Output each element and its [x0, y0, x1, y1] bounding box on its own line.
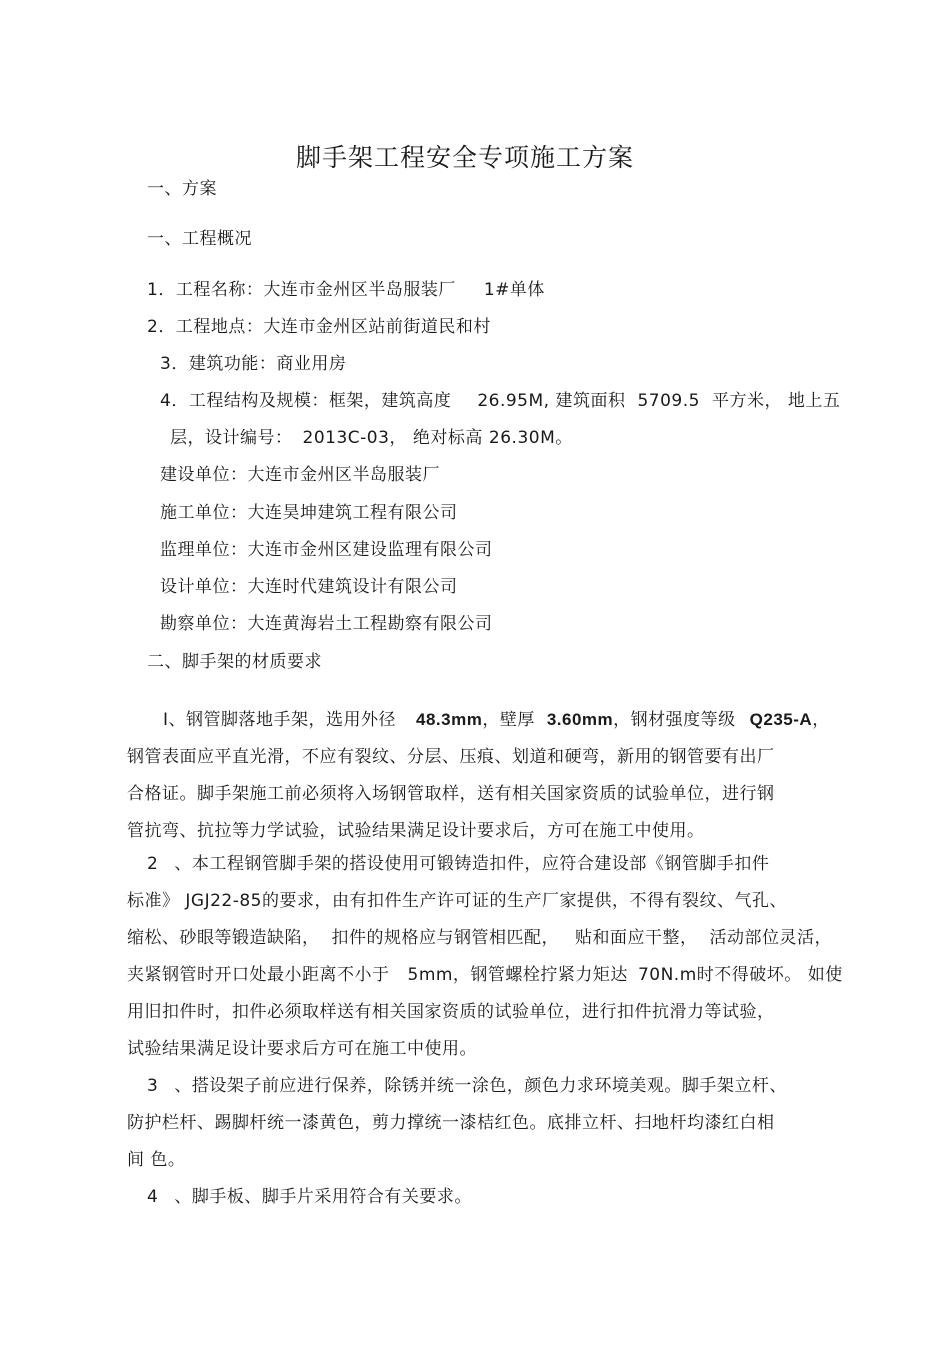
overview-line-3: 3．建筑功能：商业用房: [160, 354, 347, 374]
p3-text: 、搭设架子前应进行保养，除锈并统一涂色，颜色力求环境美观。脚手架立杆、: [174, 1076, 787, 1096]
materials-p2-line-2: 标准》 JGJ22-85的要求，由有扣件生产许可证的生产厂家提供，不得有裂纹、气孔、: [127, 891, 788, 911]
org-builder: 施工单位：大连昊坤建筑工程有限公司: [160, 503, 458, 523]
item-number: 4: [147, 1187, 159, 1207]
building-area: 5709.5: [637, 391, 700, 411]
p2-text: 贴和面应干整，: [575, 928, 698, 948]
wall-thickness: 3.60mm: [546, 710, 614, 729]
item-number: 1．: [147, 280, 176, 300]
building-height: 26.95M, 建筑面积: [477, 391, 626, 411]
elevation-label: 绝对标高: [412, 428, 483, 448]
section-heading-overview: 一、工程概况: [147, 229, 252, 249]
p2-text: 5mm，钢管螺栓拧紧力矩达: [407, 965, 628, 985]
item-number: 3: [147, 1076, 159, 1096]
p1-text: ，: [812, 710, 830, 730]
project-name: 工程名称：大连市金州区半岛服装厂: [175, 280, 456, 300]
p4-text: 、脚手板、脚手片采用符合有关要求。: [174, 1187, 472, 1207]
elevation-value: 26.30M。: [488, 428, 573, 448]
page-title: 脚手架工程安全专项施工方案: [295, 143, 634, 172]
floors: 平方米， 地上五: [711, 391, 841, 411]
materials-p1-line-2: 钢管表面应平直光滑，不应有裂纹、分层、压痕、划道和硬弯，新用的钢管要有出厂: [127, 747, 775, 767]
steel-grade: Q235-A: [749, 710, 813, 729]
structure-label: 4．工程结构及规模：框架，建筑高度: [160, 391, 452, 411]
section-heading-plan: 一、方案: [147, 179, 217, 199]
materials-p1-line-4: 管抗弯、抗拉等力学试验，试验结果满足设计要求后，方可在施工中使用。: [127, 821, 705, 841]
materials-p1-line-3: 合格证。脚手架施工前必须将入场钢管取样，送有相关国家资质的试验单位，进行钢: [127, 784, 775, 804]
p2-text: 活动部位灵活，: [709, 928, 832, 948]
design-number-label: 层，设计编号：: [170, 428, 293, 448]
p2-text: 扣件的规格应与钢管相匹配，: [331, 928, 559, 948]
org-designer: 设计单位：大连时代建筑设计有限公司: [160, 577, 458, 597]
materials-p2-line-3: [127, 927, 832, 949]
p1-text: ，钢材强度等级: [613, 710, 736, 730]
project-unit: 1#单体: [483, 280, 545, 300]
p2-text: 缩松、砂眼等锻造缺陷，: [127, 928, 320, 948]
p2-text: 如使: [807, 965, 843, 985]
overview-line-5: [170, 427, 573, 449]
org-surveyor: 勘察单位：大连黄海岩土工程勘察有限公司: [160, 614, 493, 634]
materials-p2-line-6: 试验结果满足设计要求后方可在施工中使用。: [127, 1039, 477, 1059]
p2-text: 、本工程钢管脚手架的搭设使用可锻铸造扣件，应符合建设部《钢管脚手扣件: [174, 854, 770, 874]
overview-line-2: 2．工程地点：大连市金州区站前街道民和村: [147, 317, 491, 337]
org-supervisor: 监理单位：大连市金州区建设监理有限公司: [160, 540, 493, 560]
p2-text: 夹紧钢管时开口处最小距离不小于: [127, 965, 390, 985]
outer-diameter: 48.3mm: [416, 710, 483, 729]
materials-p2-line-5: 用旧扣件时，扣件必须取样送有相关国家资质的试验单位，进行扣件抗滑力等试验，: [127, 1002, 775, 1022]
org-construction-unit: 建设单位：大连市金州区半岛服装厂: [160, 465, 440, 485]
materials-p4-line-1: [147, 1186, 472, 1208]
item-number: 2: [147, 854, 159, 874]
materials-p3-line-3: 间 色。: [127, 1150, 186, 1170]
p1-text: Ⅰ、钢管脚落地手架，选用外径: [163, 710, 397, 730]
overview-line-1: [147, 279, 545, 301]
materials-p3-line-2: 防护栏杆、踢脚杆统一漆黄色，剪力撑统一漆桔红色。底排立杆、扫地杆均漆红白相: [127, 1113, 775, 1133]
design-number: 2013C-03，: [302, 428, 407, 448]
p1-text: ，壁厚: [482, 710, 535, 730]
materials-p2-line-4: [127, 964, 843, 986]
p2-text: 70N.m时不得破坏。: [637, 965, 802, 985]
section-heading-materials: 二、脚手架的材质要求: [147, 652, 322, 672]
overview-line-4: [160, 390, 840, 412]
materials-p2-line-1: [147, 853, 769, 875]
materials-p3-line-1: [147, 1075, 787, 1097]
materials-p1-line-1: [163, 709, 830, 731]
